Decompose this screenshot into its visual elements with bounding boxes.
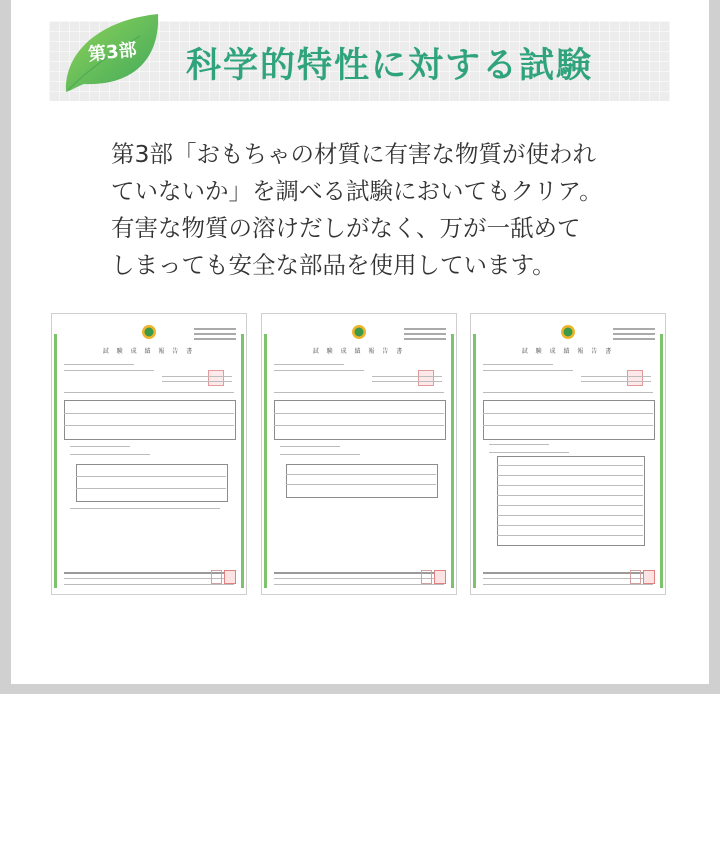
test-report-image <box>51 313 247 595</box>
intro-line: しまっても安全な部品を使用しています。 <box>111 251 556 279</box>
part-badge: 第3部 <box>87 39 138 66</box>
report-title: 試 験 成 績 報 告 書 <box>312 348 406 355</box>
report-title: 試 験 成 績 報 告 書 <box>102 348 196 355</box>
intro-line: 第3部「おもちゃの材質に有害な物質が使われ <box>111 140 596 168</box>
intro-text <box>111 136 603 284</box>
certification-logo-icon <box>560 324 576 340</box>
test-report-image <box>470 313 666 595</box>
report-title: 試 験 成 績 報 告 書 <box>521 348 615 355</box>
certification-logo-icon <box>141 324 157 340</box>
intro-line: ていないか」を調べる試験においてもクリア。 <box>111 177 603 205</box>
test-report-image <box>261 313 457 595</box>
certification-logo-icon <box>351 324 367 340</box>
intro-line: 有害な物質の溶けだしがなく、万が一舐めて <box>111 214 581 242</box>
section-title: 科学的特性に対する試験 <box>186 46 594 86</box>
